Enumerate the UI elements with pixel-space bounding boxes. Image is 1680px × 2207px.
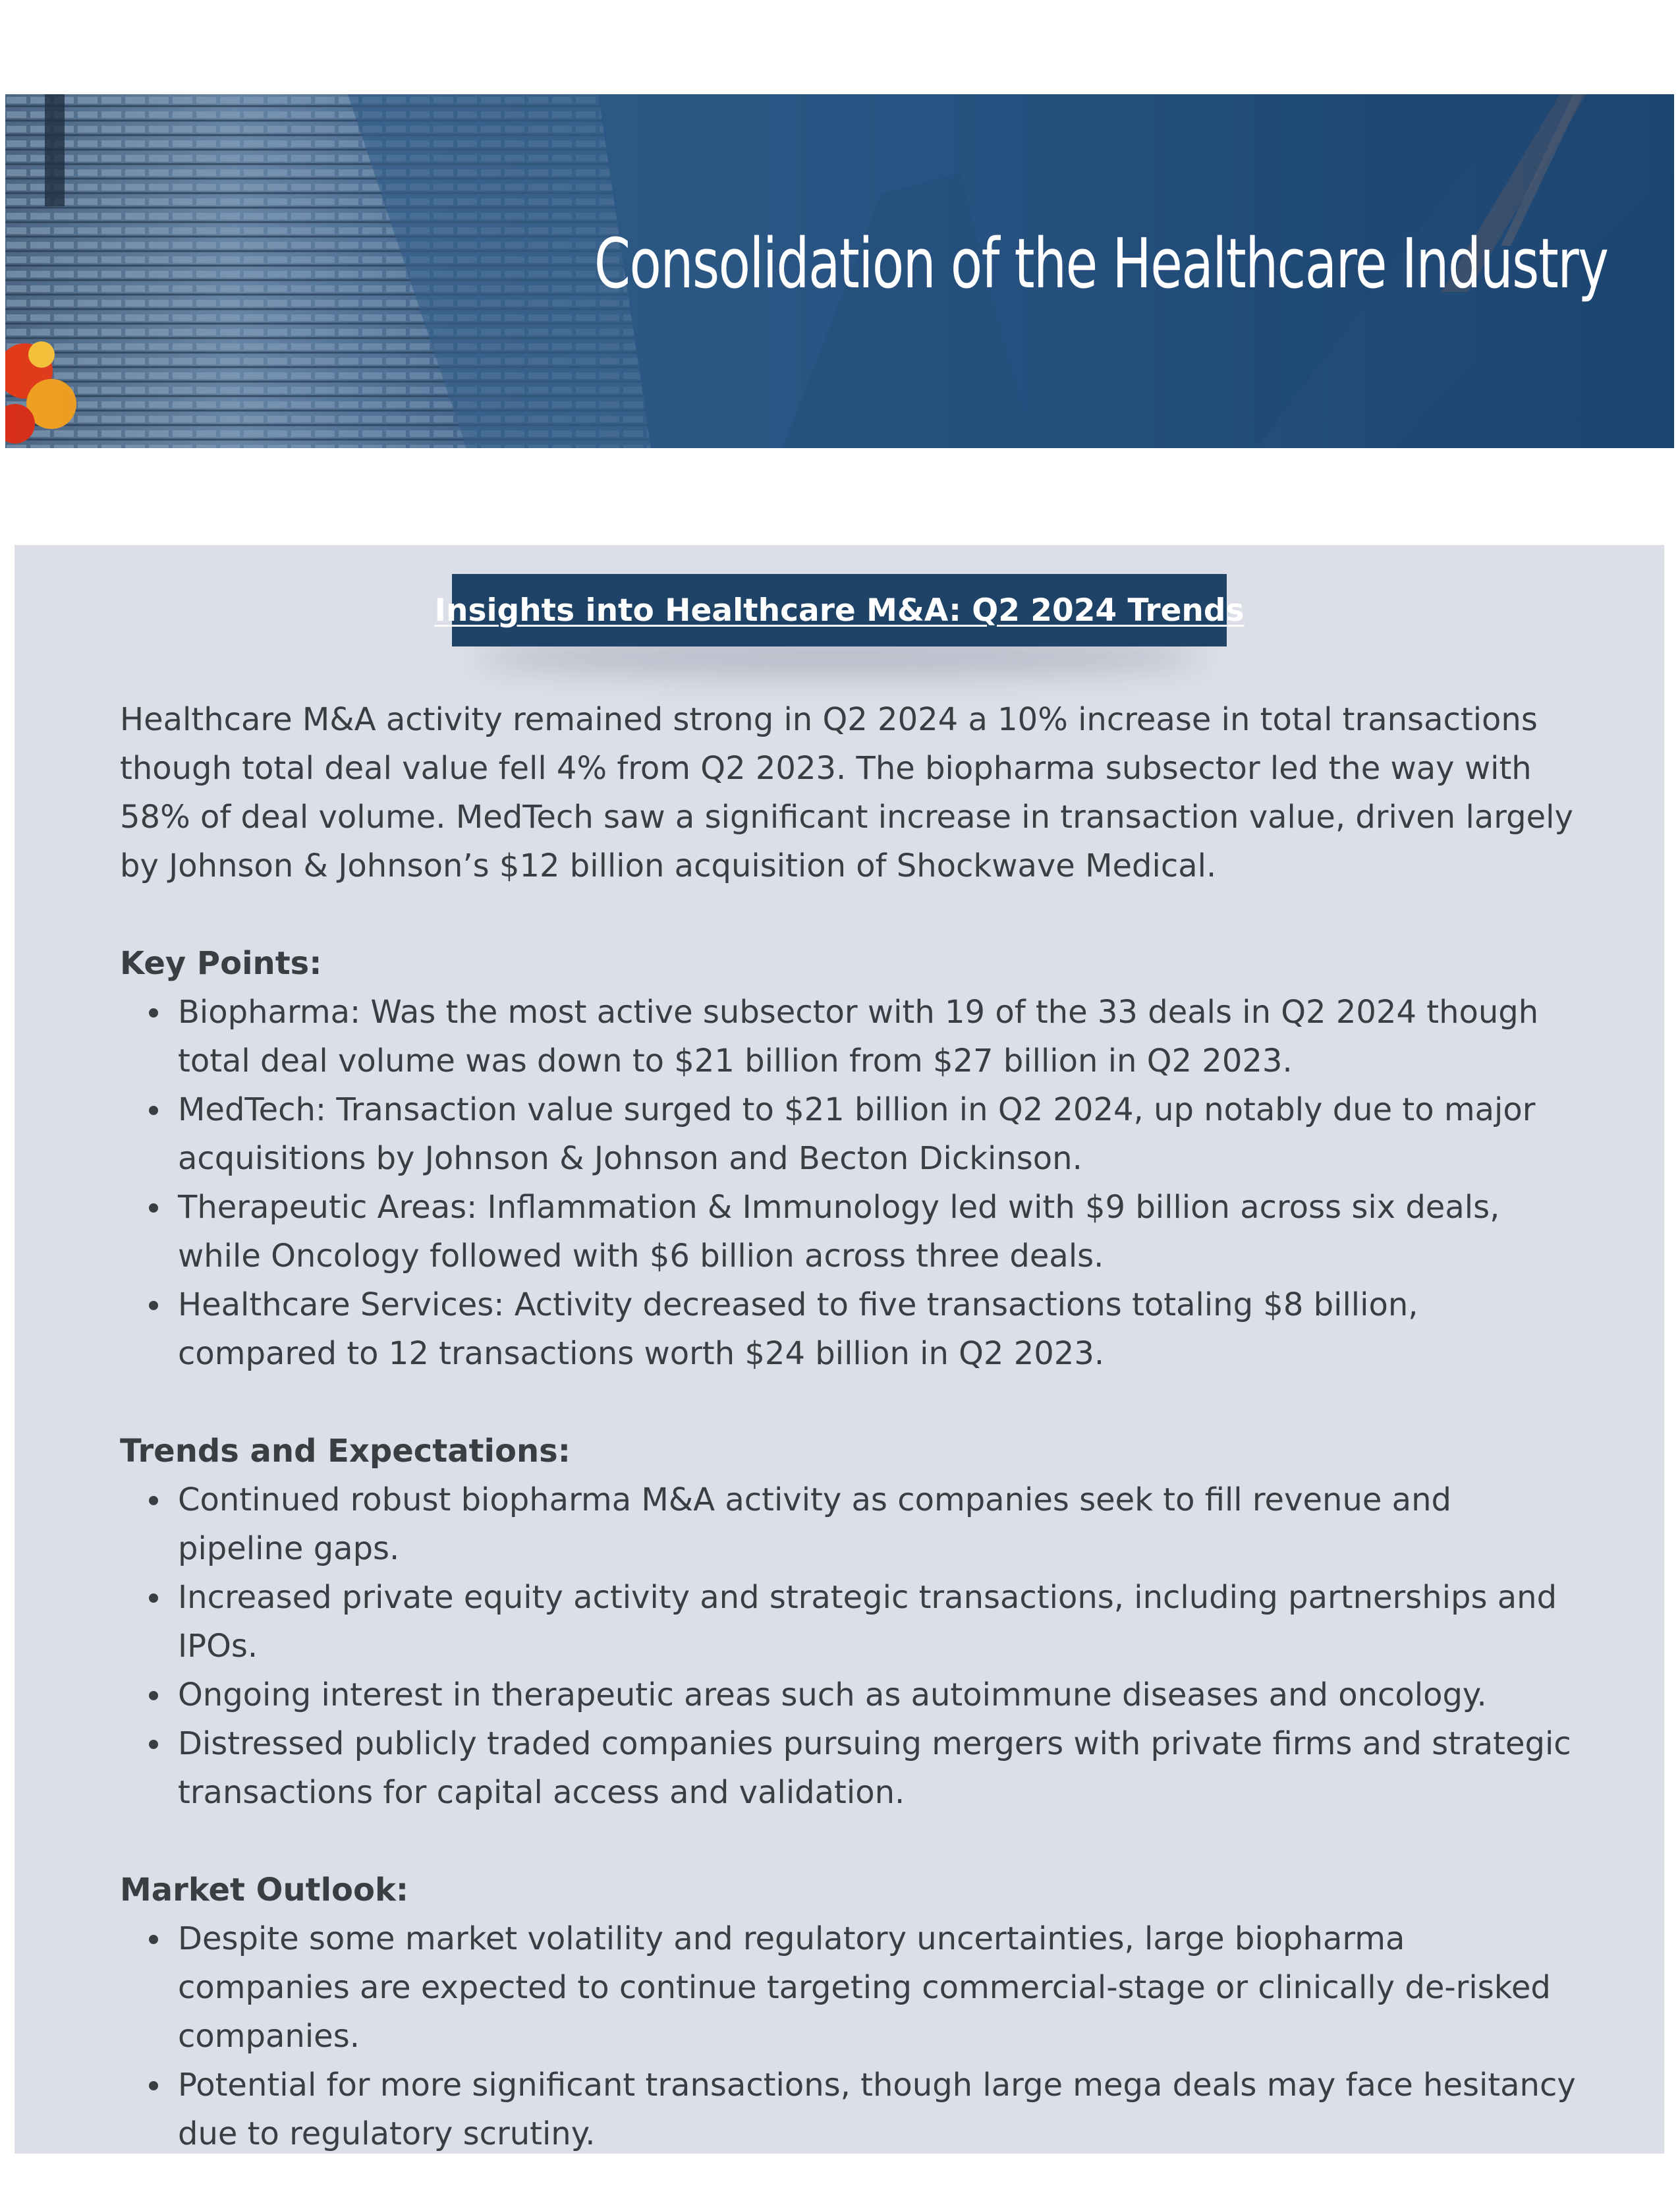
- list-item: Ongoing interest in therapeutic areas such as autoimmune diseases and oncology.: [178, 1671, 1582, 1719]
- section-heading: Insights into Healthcare M&A: Q2 2024 Trends: [434, 592, 1245, 629]
- key-points-heading: Key Points:: [120, 945, 322, 982]
- trends-list: [120, 1476, 1582, 1817]
- banner-title: Consolidation of the Healthcare Industry: [594, 223, 1608, 304]
- list-item: Biopharma: Was the most active subsector with 19 of the 33 deals in Q2 2024 though total deal volume was down to $21 billion from $27 billion in Q2 2023.: [178, 988, 1582, 1085]
- content-panel: [14, 545, 1664, 2154]
- list-item: MedTech: Transaction value surged to $21 billion in Q2 2024, up notably due to major acquisitions by Johnson & Johnson and Becton Dickinson.: [178, 1085, 1582, 1183]
- list-item: Therapeutic Areas: Inflammation & Immunology led with $9 billion across six deals, while Oncology followed with $6 billion across three deals.: [178, 1183, 1582, 1280]
- article-body: [120, 695, 1582, 2207]
- market-outlook-list: [120, 1914, 1582, 2158]
- list-item: Potential for more significant transactions, though large mega deals may face hesitancy due to regulatory scrutiny.: [178, 2061, 1582, 2158]
- market-outlook-section: [120, 1866, 1582, 2158]
- list-item: Distressed publicly traded companies pursuing mergers with private firms and strategic transactions for capital access and validation.: [178, 1719, 1582, 1817]
- header-banner: [5, 94, 1674, 448]
- trends-section: [120, 1427, 1582, 1817]
- trends-heading: Trends and Expectations:: [120, 1433, 571, 1470]
- market-outlook-heading: Market Outlook:: [120, 1872, 409, 1908]
- list-item: Healthcare Services: Activity decreased to five transactions totaling $8 billion, compared to 12 transactions worth $24 billion in Q2 2023.: [178, 1280, 1582, 1378]
- intro-paragraph: Healthcare M&A activity remained strong in Q2 2024 a 10% increase in total transactions though total deal value fell 4% from Q2 2023. The biopharma subsector led the way with 58% of deal volume. MedTech saw a significant increase in transaction value, driven largely by Johnson & Johnson’s $12 billion acquisition of Shockwave Medical.: [120, 701, 1573, 884]
- key-points-list: [120, 988, 1582, 1378]
- list-item: Continued robust biopharma M&A activity as companies seek to fill revenue and pipeline gaps.: [178, 1476, 1582, 1573]
- section-heading-bar: [434, 574, 1245, 646]
- list-item: Despite some market volatility and regulatory uncertainties, large biopharma companies are expected to continue targeting commercial-stage or clinically de-risked companies.: [178, 1914, 1582, 2061]
- key-points-section: [120, 939, 1582, 1378]
- list-item: Increased private equity activity and strategic transactions, including partnerships and IPOs.: [178, 1573, 1582, 1671]
